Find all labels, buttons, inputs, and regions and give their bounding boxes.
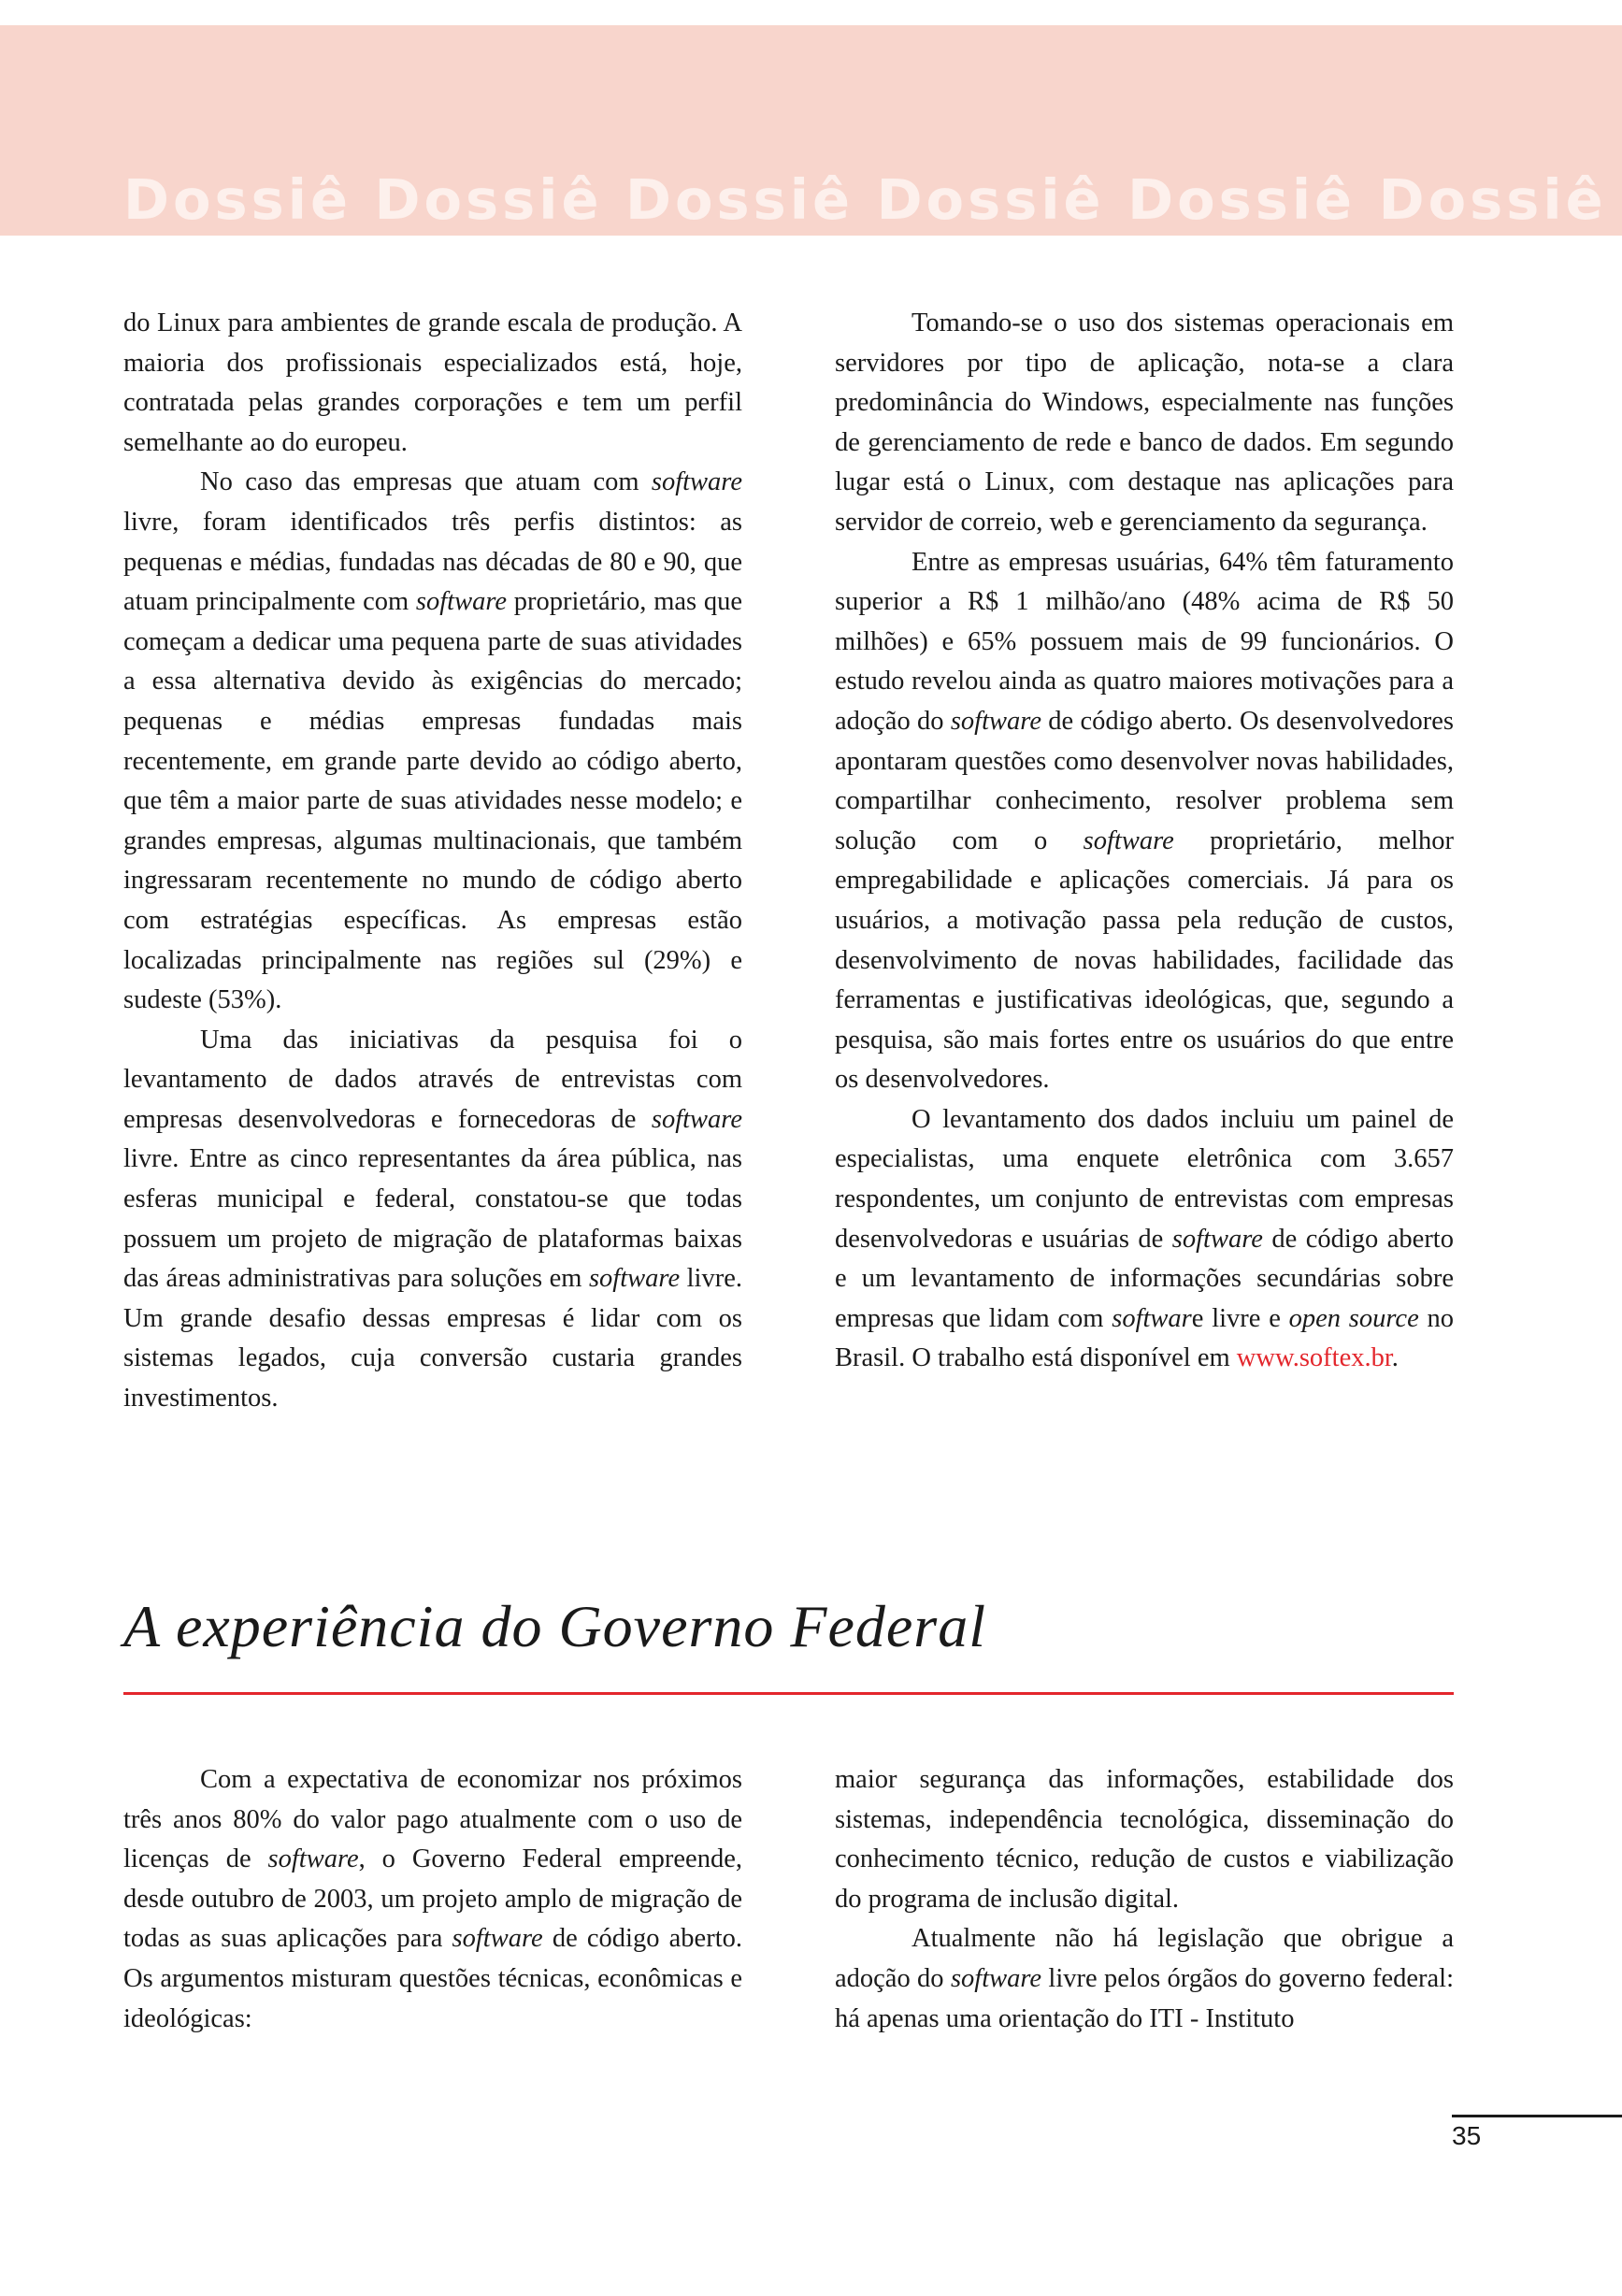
article-column-bottom-left xyxy=(123,1760,742,2039)
footer-rule xyxy=(1452,2115,1622,2117)
paragraph: O levantamento dos dados incluiu um painel de especialistas, uma enquete eletrônica com 3.657 respondentes, um conjunto de entrevistas com empresas desenvolvedoras e usuárias de software de código aberto e um levantamento de informações secundárias sobre empresas que lidam com software livre e open source no Brasil. O trabalho está disponível em www.softex.br. xyxy=(835,1104,1455,1373)
paragraph: Tomando-se o uso dos sistemas operacionais em servidores por tipo de aplicação, nota-se a clara predominância do Windows, especialmente nas funções de gerenciamento de rede e banco de dados. Em segundo lugar está o Linux, com destaque nas aplicações para servidor de correio, web e gerenciamento da segurança. xyxy=(835,309,1454,537)
header-banner xyxy=(0,25,1622,236)
paragraph: maior segurança das informações, estabilidade dos sistemas, independência tecnológica, disseminação do conhecimento técnico, redução de custos e viabilização do programa de inclusão digital. xyxy=(835,1765,1454,1914)
article-column-top-right xyxy=(835,304,1454,1379)
paragraph: No caso das empresas que atuam com software livre, foram identificados três perfis distintos: as pequenas e médias, fundadas nas décadas de 80 e 90, que atuam principalmente com software proprietário, mas que começam a dedicar uma pequena parte de suas atividades a essa alternativa devido às exigências do mercado; pequenas e médias empresas fundadas mais recentemente, em grande parte devido ao código aberto, que têm a maior parte de suas atividades nesse modelo; e grandes empresas, algumas multinacionais, que também ingressaram recentemente no mundo de código aberto com estratégias específicas. As empresas estão localizadas principalmente nas regiões sul (29%) e sudeste (53%). xyxy=(123,467,742,1015)
section-divider xyxy=(123,1692,1454,1695)
article-column-bottom-right xyxy=(835,1760,1454,2039)
banner-watermark-text: Dossiê Dossiê Dossiê Dossiê Dossiê Dossiê xyxy=(123,167,1607,232)
section-title: A experiência do Governo Federal xyxy=(123,1593,986,1659)
softex-link[interactable]: www.softex.br xyxy=(1236,1343,1392,1373)
paragraph: do Linux para ambientes de grande escala de produção. A maioria dos profissionais especializados está, hoje, contratada pelas grandes corporações e tem um perfil semelhante ao do europeu. xyxy=(123,309,742,457)
article-column-top-left xyxy=(123,304,742,1419)
paragraph: Com a expectativa de economizar nos próximos três anos 80% do valor pago atualmente com o uso de licenças de software, o Governo Federal empreende, desde outubro de 2003, um projeto amplo de migração de todas as suas aplicações para software de código aberto. Os argumentos misturam questões técnicas, econômicas e ideológicas: xyxy=(123,1765,742,2033)
paragraph: Uma das iniciativas da pesquisa foi o levantamento de dados através de entrevistas com empresas desenvolvedoras e fornecedoras de software livre. Entre as cinco representantes da área pública, nas esferas municipal e federal, constatou-se que todas possuem um projeto de migração de plataformas baixas das áreas administrativas para soluções em software livre. Um grande desafio dessas empresas é lidar com os sistemas legados, cuja conversão custaria grandes investimentos. xyxy=(123,1025,742,1413)
paragraph: Atualmente não há legislação que obrigue a adoção do software livre pelos órgãos do governo federal: há apenas uma orientação do ITI - Instituto xyxy=(835,1924,1455,2033)
page-number: 35 xyxy=(1452,2121,1482,2150)
paragraph: Entre as empresas usuárias, 64% têm faturamento superior a R$ 1 milhão/ano (48% acima de R$ 50 milhões) e 65% possuem mais de 99 funcionários. O estudo revelou ainda as quatro maiores motivações para a adoção do software de código aberto. Os desenvolvedores apontaram questões como desenvolver novas habilidades, compartilhar conhecimento, resolver problema sem solução com o software proprietário, melhor empregabilidade e aplicações comerciais. Já para os usuários, a motivação passa pela redução de custos, desenvolvimento de novas habilidades, facilidade das ferramentas e justificativas ideológicas, que, segundo a pesquisa, são mais fortes entre os usuários do que entre os desenvolvedores. xyxy=(835,547,1454,1095)
